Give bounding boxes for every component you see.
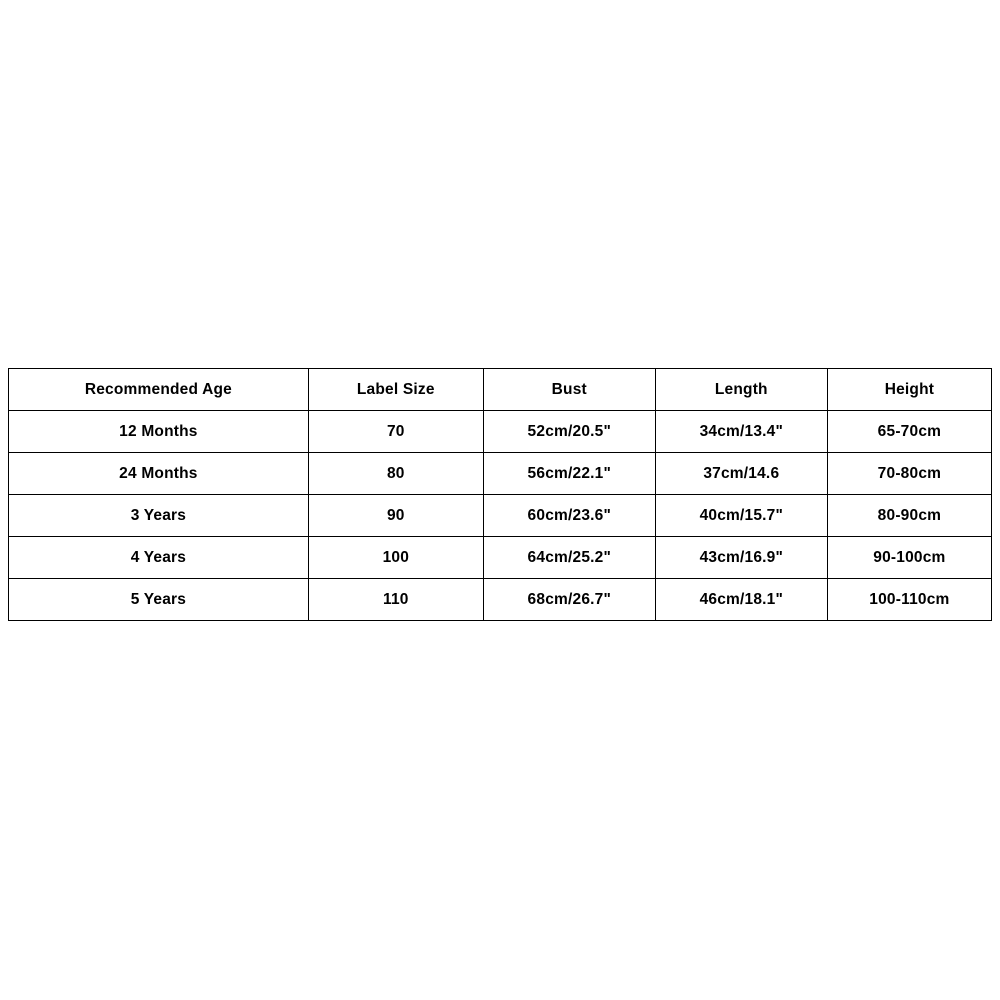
cell-bust: 68cm/26.7" <box>483 579 655 621</box>
table-row <box>9 579 992 621</box>
cell-recommended-age: 5 Years <box>9 579 309 621</box>
size-chart-table <box>8 368 992 621</box>
cell-label-size: 70 <box>308 411 483 453</box>
column-header-bust: Bust <box>483 369 655 411</box>
column-header-recommended-age: Recommended Age <box>9 369 309 411</box>
cell-recommended-age: 4 Years <box>9 537 309 579</box>
cell-recommended-age: 3 Years <box>9 495 309 537</box>
table-row <box>9 411 992 453</box>
table-row <box>9 537 992 579</box>
column-header-label-size: Label Size <box>308 369 483 411</box>
column-header-height: Height <box>827 369 991 411</box>
column-header-length: Length <box>655 369 827 411</box>
cell-length: 43cm/16.9" <box>655 537 827 579</box>
cell-label-size: 90 <box>308 495 483 537</box>
cell-bust: 64cm/25.2" <box>483 537 655 579</box>
cell-length: 34cm/13.4" <box>655 411 827 453</box>
cell-height: 65-70cm <box>827 411 991 453</box>
cell-label-size: 80 <box>308 453 483 495</box>
cell-bust: 56cm/22.1" <box>483 453 655 495</box>
cell-length: 46cm/18.1" <box>655 579 827 621</box>
table-header-row <box>9 369 992 411</box>
cell-length: 40cm/15.7" <box>655 495 827 537</box>
cell-height: 70-80cm <box>827 453 991 495</box>
cell-height: 80-90cm <box>827 495 991 537</box>
size-chart-container <box>8 368 992 621</box>
cell-recommended-age: 12 Months <box>9 411 309 453</box>
cell-height: 100-110cm <box>827 579 991 621</box>
cell-label-size: 110 <box>308 579 483 621</box>
table-row <box>9 453 992 495</box>
cell-bust: 60cm/23.6" <box>483 495 655 537</box>
table-row <box>9 495 992 537</box>
cell-length: 37cm/14.6 <box>655 453 827 495</box>
cell-height: 90-100cm <box>827 537 991 579</box>
cell-recommended-age: 24 Months <box>9 453 309 495</box>
cell-label-size: 100 <box>308 537 483 579</box>
cell-bust: 52cm/20.5" <box>483 411 655 453</box>
